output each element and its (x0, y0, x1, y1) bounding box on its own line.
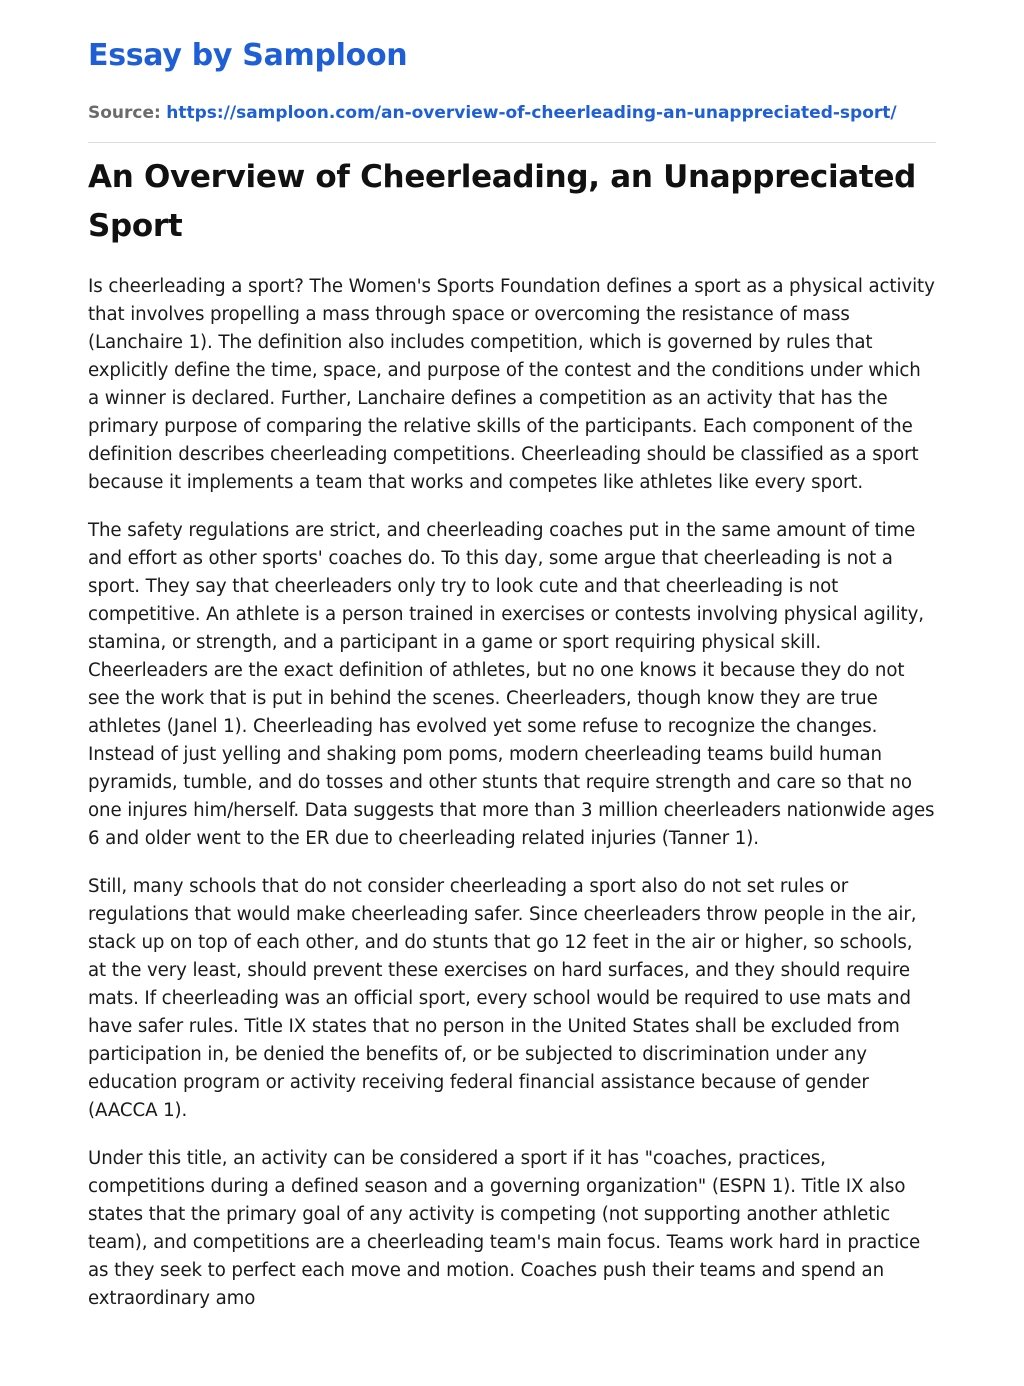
paragraph: Under this title, an activity can be considered a sport if it has "coaches, practices, competitions during a defined season and a governing organization" (ESPN 1). Title IX also states that the primary goal of any activity is competing (not supporting another athletic team), and competitions are a cheerleading team's main focus. Teams work hard in practice as they seek to perfect each move and motion. Coaches push their teams and spend an extraordinary amo (88, 1148, 921, 1309)
article-title: An Overview of Cheerleading, an Unappreciated Sport (88, 159, 917, 244)
source-link[interactable]: https://samploon.com/an-overview-of-cheerleading-an-unappreciated-sport/ (166, 103, 897, 123)
source-line (88, 100, 936, 126)
paragraph: The safety regulations are strict, and cheerleading coaches put in the same amount of time and effort as other sports' coaches do. To this day, some argue that cheerleading is not a sport. They say that cheerleaders only try to look cute and that cheerleading is not competitive. An athlete is a person trained in exercises or contests involving physical agility, stamina, or strength, and a participant in a game or sport requiring physical skill. Cheerleaders are the exact definition of athletes, but no one knows it because they do not see the work that is put in behind the scenes. Cheerleaders, though know they are true athletes (Janel 1). Cheerleading has evolved yet some refuse to recognize the changes. Instead of just yelling and shaking pom poms, modern cheerleading teams build human pyramids, tumble, and do tosses and other stunts that require strength and care so that no one injures him/herself. Data suggests that more than 3 million cheerleaders nationwide ages 6 and older went to the ER due to cheerleading related injuries (Tanner 1). (88, 520, 935, 849)
source-label: Source: (88, 103, 161, 123)
article-body (88, 273, 936, 1313)
paragraph: Still, many schools that do not consider cheerleading a sport also do not set rules or regulations that would make cheerleading safer. Since cheerleaders throw people in the air, stack up on top of each other, and do stunts that go 12 feet in the air or higher, so schools, at the very least, should prevent these exercises on hard surfaces, and they should require mats. If cheerleading was an official sport, every school would be required to use mats and have safer rules. Title IX states that no person in the United States shall be excluded from participation in, be denied the benefits of, or be subjected to discrimination under any education program or activity receiving federal financial assistance because of gender (AACCA 1). (88, 876, 917, 1121)
header-divider (88, 142, 936, 143)
paragraph: Is cheerleading a sport? The Women's Sports Foundation defines a sport as a physical activity that involves propelling a mass through space or overcoming the resistance of mass (Lanchaire 1). The definition also includes competition, which is governed by rules that explicitly define the time, space, and purpose of the contest and the conditions under which a winner is declared. Further, Lanchaire defines a competition as an activity that has the primary purpose of comparing the relative skills of the participants. Each component of the definition describes cheerleading competitions. Cheerleading should be classified as a sport because it implements a team that works and competes like athletes like every sport. (88, 276, 935, 493)
brand-title: Essay by Samploon (88, 38, 408, 73)
